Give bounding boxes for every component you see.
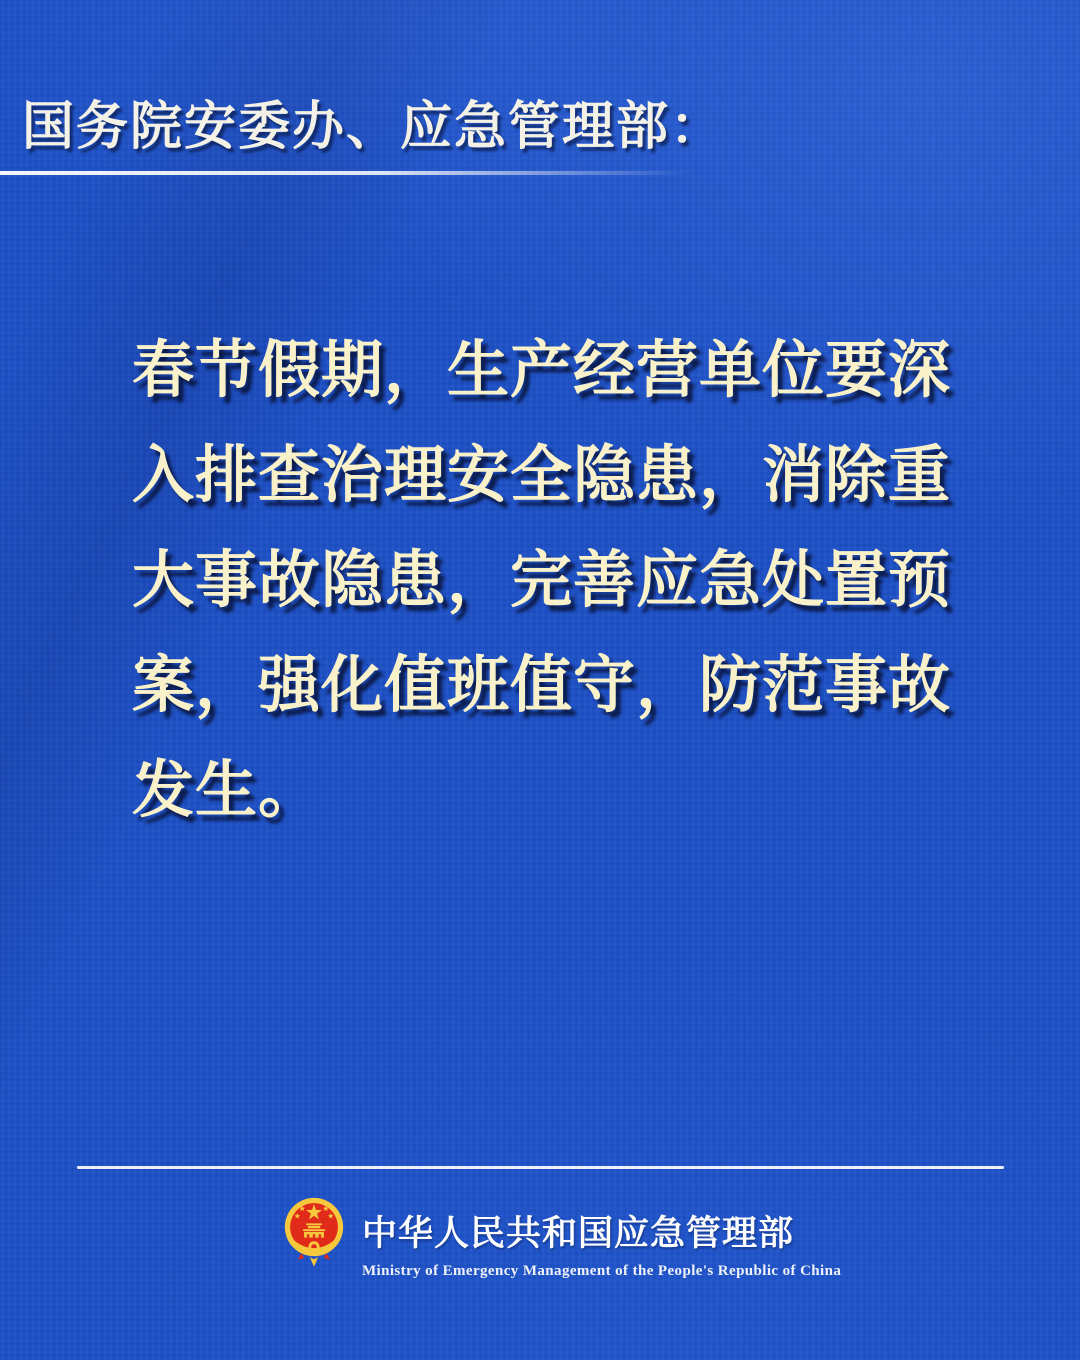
china-national-emblem-icon: [283, 1196, 345, 1268]
ministry-name-cn: 中华人民共和国应急管理部: [362, 1214, 795, 1253]
announcement-line-3: 大事故隐患，完善应急处置预: [132, 546, 952, 615]
header-title: 国务院安委办、应急管理部：: [22, 98, 725, 156]
announcement-line-2: 入排查治理安全隐患，消除重: [132, 441, 952, 510]
ministry-name-en: Ministry of Emergency Management of the People's Republic of China: [362, 1263, 842, 1279]
announcement-line-1: 春节假期，生产经营单位要深: [132, 336, 952, 405]
footer-divider: [77, 1166, 1004, 1169]
announcement-text: [132, 318, 992, 843]
header-divider: [0, 171, 692, 175]
announcement-line-5: 发生。: [132, 756, 322, 825]
footer-text-block: [362, 1196, 841, 1280]
footer-branding: [283, 1196, 841, 1280]
announcement-line-4: 案，强化值班值守，防范事故: [132, 651, 952, 720]
